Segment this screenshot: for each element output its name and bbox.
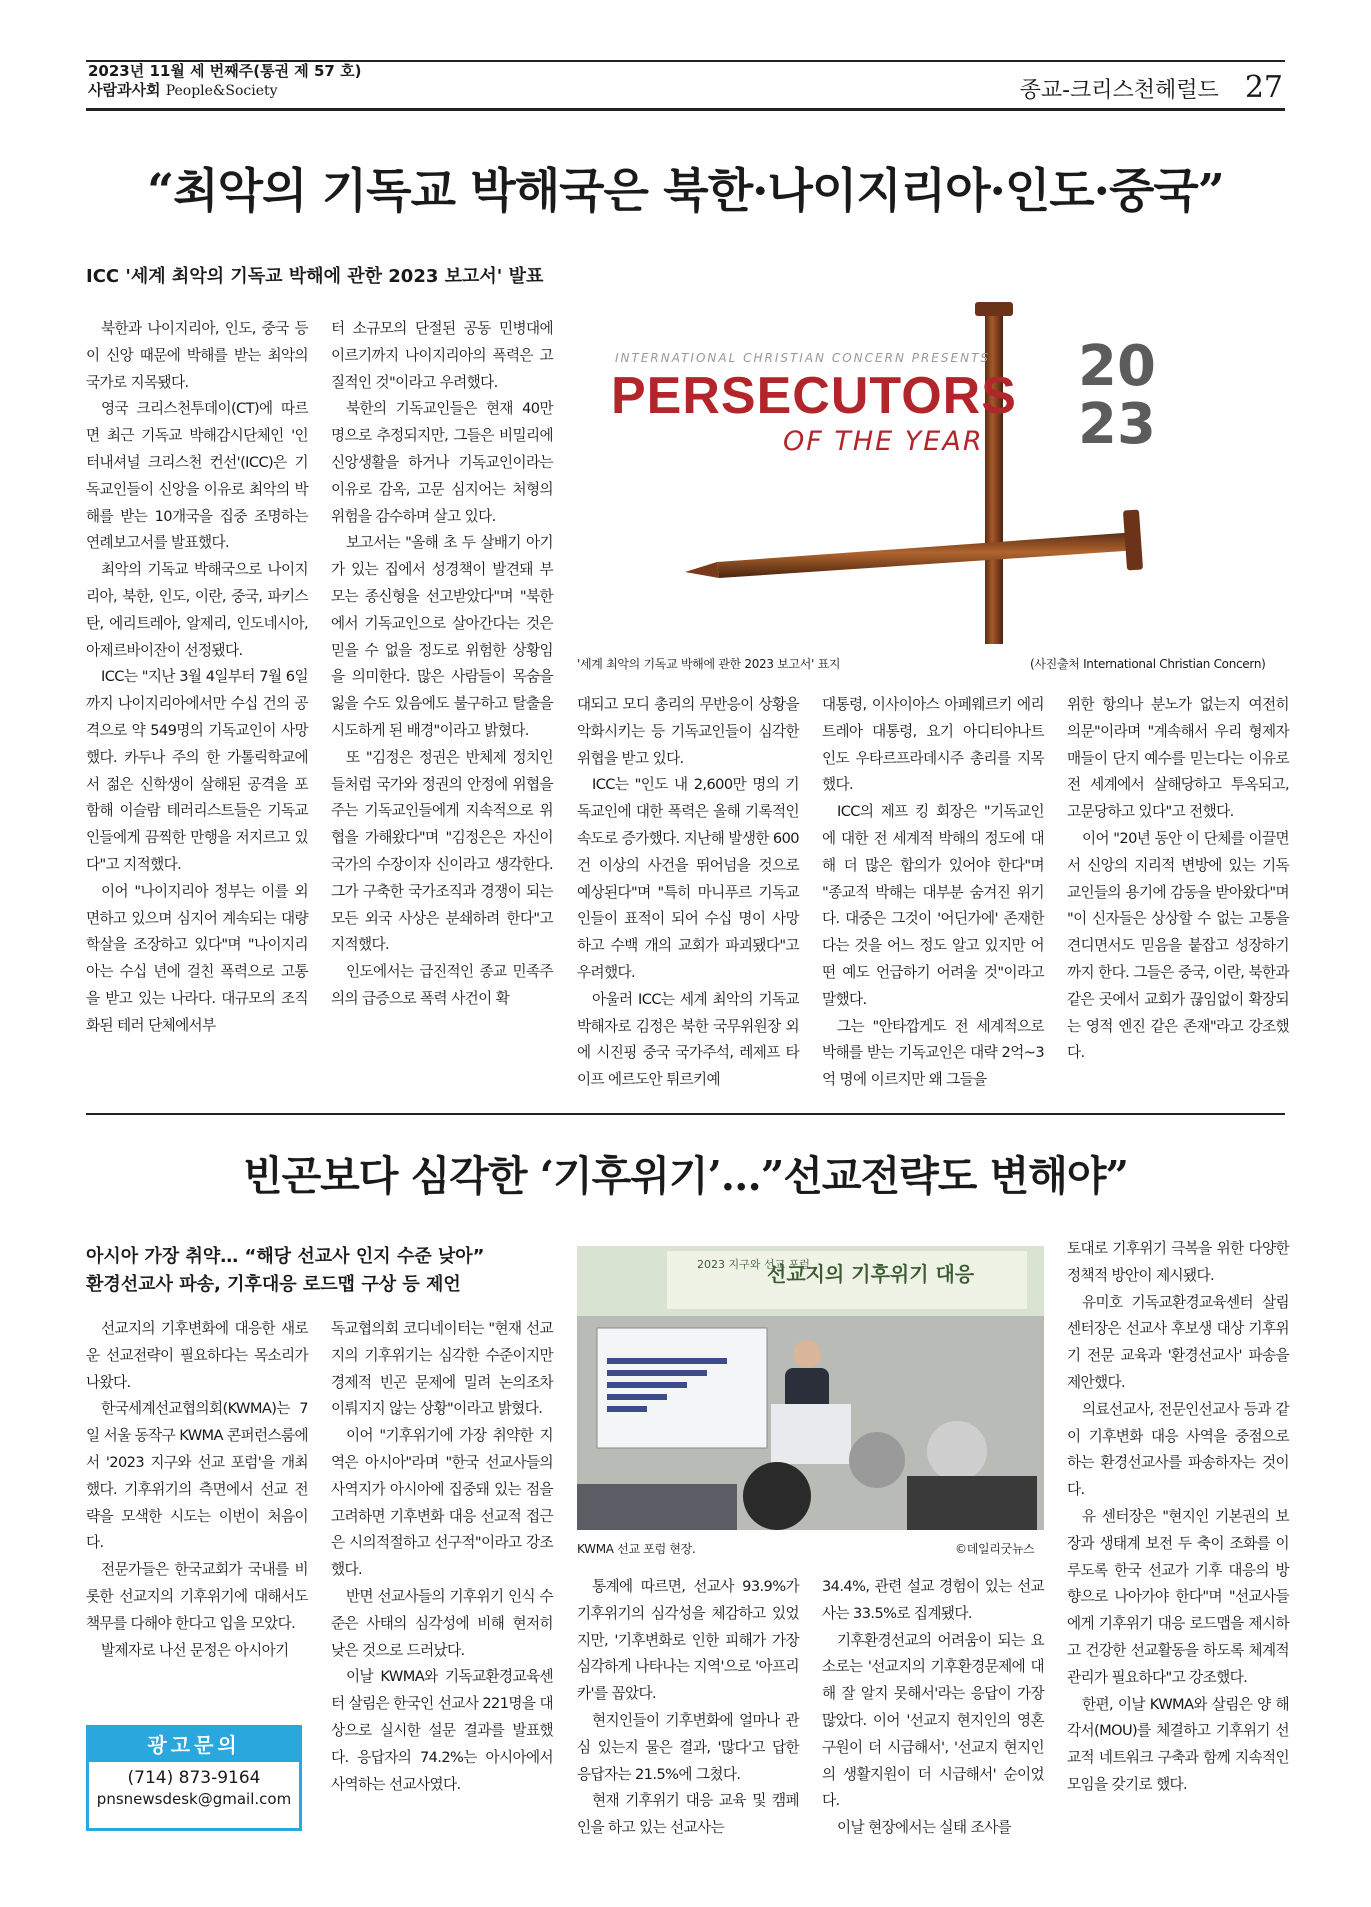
- paragraph: 유 센터장은 "현지인 기본권의 보장과 생태계 보전 두 축이 조화를 이루도록 한국 선교가 기후 대응의 방향으로 나아가야 한다"며 "선교사들에게 기후위기 대응 로드맵을 제시하고 건강한 선교활동을 하도록 체계적 관리가 필요하다"고 강조했다.: [1067, 1507, 1289, 1686]
- cover-top-line: INTERNATIONAL CHRISTIAN CONCERN PRESENTS: [615, 351, 991, 365]
- masthead-left: [88, 62, 361, 101]
- paragraph: 북한의 기독교인들은 현재 40만 명으로 추정되지만, 그들은 비밀리에 신앙생활을 하거나 기독교인이라는 이유로 감옥, 고문 심지어는 처형의 위험을 감수하며 살고 있다.: [331, 400, 553, 525]
- paragraph: 보고서는 "올해 초 두 살배기 아기가 있는 집에서 성경책이 발견돼 부모는 종신형을 선고받았다"며 "북한에서 기독교인으로 살아간다는 것은 믿을 수 없을 정도로 위험한 상황임을 의미한다. 많은 사람들이 목숨을 잃을 수도 있음에도 불구하고 탈출을 시도하게 된 배경"이라고 밝혔다.: [331, 534, 553, 739]
- paragraph: 발제자로 나선 문정은 아시아기: [101, 1641, 289, 1659]
- article2-photo-credit: ©데일리굿뉴스: [955, 1542, 1035, 1556]
- paragraph: ICC는 "인도 내 2,600만 명의 기독교인에 대한 폭력은 올해 기록적인 속도로 증가했다. 지난해 발생한 600건 이상의 사건을 뛰어넘을 것으로 예상된다"며 "특히 마니푸르 기독교인들이 표적이 되어 수십 명이 사망하고 수백 개의 교회가 파괴됐다"고 우려했다.: [577, 776, 799, 981]
- paragraph: 선교지의 기후변화에 대응한 새로운 선교전략이 필요하다는 목소리가 나왔다.: [86, 1320, 308, 1391]
- paragraph: 대되고 모디 총리의 무반응이 상황을 악화시키는 등 기독교인들이 심각한 위협을 받고 있다.: [577, 696, 799, 767]
- paragraph: 독교협의회 코디네이터는 "현재 선교지의 기후위기는 심각한 수준이지만 경제적 빈곤 문제에 밀려 논의조차 이뤄지지 않는 상황"이라고 밝혔다.: [331, 1320, 553, 1418]
- ad-box: [86, 1725, 302, 1831]
- paragraph: 현지인들이 기후변화에 얼마나 관심 있는지 물은 결과, '많다'고 답한 응답자는 21.5%에 그쳤다.: [577, 1711, 799, 1783]
- paragraph: 아울러 ICC는 세계 최악의 기독교 박해자로 김정은 북한 국무위원장 외에 시진핑 중국 국가주석, 레제프 타이프 에르도안 튀르키예: [577, 990, 799, 1089]
- article1-col1: [86, 316, 308, 1040]
- article2-caption: KWMA 선교 포럼 현장.: [577, 1542, 696, 1556]
- paragraph: 터 소규모의 단절된 공동 민병대에 이르기까지 나이지리아의 폭력은 고질적인 것"이라고 우려했다.: [331, 320, 553, 391]
- forum-scene-icon: [577, 1246, 1044, 1530]
- paragraph: 유미호 기독교환경교육센터 살림 센터장은 선교사 후보생 대상 기후위기 전문 교육과 '환경선교사' 파송을 제안했다.: [1067, 1293, 1289, 1391]
- paragraph: 의료선교사, 전문인선교사 등과 같이 기후변화 대응 사역을 중점으로 하는 환경선교사를 파송하자는 것이다.: [1067, 1400, 1289, 1499]
- cover-year: [1078, 334, 1156, 457]
- paragraph: 이날 KWMA와 기독교환경교육센터 살림은 한국인 선교사 221명을 대상으로 실시한 설문 결과를 발표했다. 응답자의 74.2%는 아시아에서 사역하는 선교사였다.: [331, 1668, 553, 1793]
- paper-name: 종교-크리스천헤럴드: [1019, 78, 1219, 103]
- paragraph: 토대로 기후위기 극복을 위한 다양한 정책적 방안이 제시됐다.: [1067, 1240, 1289, 1284]
- article1-col5: [1067, 692, 1289, 1067]
- banner-small: 2023 지구와 선교 포럼: [697, 1258, 810, 1271]
- ad-email[interactable]: pnsnewsdesk@gmail.com: [96, 1790, 292, 1808]
- paragraph: 위한 항의나 분노가 없는지 여전히 의문"이라며 "계속해서 우리 형제자매들이 단지 예수를 믿는다는 이유로 전 세계에서 살해당하고 투옥되고, 고문당하고 있다"고 전했다.: [1067, 696, 1289, 821]
- paragraph: 이어 "기후위기에 가장 취약한 지역은 아시아"라며 "한국 선교사들의 사역지가 아시아에 집중돼 있는 점을 고려하면 기후변화 대응 선교적 접근은 시의적절하고 선구적"이라고 강조했다.: [331, 1427, 553, 1579]
- paragraph: 대통령, 이사이아스 아페웨르키 에리트레아 대통령, 요기 아디티야나트 인도 우타르프라데시주 총리를 지목했다.: [822, 696, 1044, 794]
- paragraph: 현재 기후위기 대응 교육 및 캠페인을 하고 있는 선교사는: [577, 1792, 799, 1837]
- article1-caption: '세계 최악의 기독교 박해에 관한 2023 보고서' 표지: [577, 657, 841, 671]
- masthead-right: [1020, 70, 1283, 105]
- paragraph: 또 "김정은 정권은 반체제 정치인들처럼 국가와 정권의 안정에 위협을 주는 기독교인들에게 지속적으로 위협을 가해왔다"며 "김정은은 자신이 국가의 수장이자 신이라고 생각한다. 그가 구축한 국가조직과 경쟁이 되는 모든 외국 사상은 분쇄하려 한다"고 지적했다.: [331, 748, 553, 954]
- deck-line-2: 환경선교사 파송, 기후대응 로드맵 구상 등 제언: [86, 1274, 461, 1295]
- issue-info: 2023년 11월 세 번째주(통권 제 57 호): [88, 62, 362, 80]
- report-cover-image: [577, 300, 1288, 644]
- cover-subtitle: OF THE YEAR: [783, 426, 984, 457]
- section-en: People&Society: [165, 83, 278, 99]
- article2-col4: [822, 1574, 1044, 1842]
- cover-year-top: 20: [1078, 334, 1156, 399]
- article2-col3: [577, 1574, 799, 1842]
- paragraph: 한편, 이날 KWMA와 살림은 양 해각서(MOU)를 체결하고 기후위기 선교적 네트워크 구축과 함께 지속적인 모임을 갖기로 했다.: [1067, 1695, 1289, 1793]
- ad-phone[interactable]: (714) 873-9164: [127, 1768, 261, 1788]
- article1-col4: [822, 692, 1044, 1094]
- paragraph: 영국 크리스천투데이(CT)에 따르면 최근 기독교 박해감시단체인 '인터내셔널 크리스천 컨선'(ICC)은 기독교인들이 신앙을 이유로 최악의 박해를 받는 10개국을 집중 조명하는 연례보고서를 발표했다.: [86, 400, 308, 552]
- deck-line-1: 아시아 가장 취약… “해당 선교사 인지 수준 낮아”: [86, 1246, 485, 1267]
- paragraph: 한국세계선교협의회(KWMA)는 7일 서울 동작구 KWMA 콘퍼런스룸에서 '2023 지구와 선교 포럼'을 개최했다. 기후위기의 측면에서 선교 전략을 모색한 시도는 이번이 처음이다.: [86, 1400, 308, 1552]
- article2-col2: [331, 1316, 553, 1798]
- paragraph: 34.4%, 관련 설교 경험이 있는 선교사는 33.5%로 집계됐다.: [822, 1578, 1044, 1622]
- paragraph: 그는 "안타깝게도 전 세계적으로 박해를 받는 기독교인은 대략 2억~3억 명에 이르지만 왜 그들을: [822, 1017, 1044, 1089]
- paragraph: 이날 현장에서는 실태 조사를: [837, 1819, 1012, 1837]
- article2-col5: [1067, 1236, 1289, 1799]
- banner-title: 선교지의 기후위기 대응: [767, 1262, 975, 1286]
- section-ko: 사람과사회: [88, 81, 161, 99]
- article-divider: [86, 1113, 1285, 1115]
- page-number: 27: [1244, 70, 1283, 105]
- paragraph: ICC는 "지난 3월 4일부터 7월 6일까지 나이지리아에서만 수십 건의 공격으로 약 549명의 기독교인이 사망했다. 카두나 주의 한 가톨릭학교에서 젊은 신학생이 살해된 공격을 포함해 이슬람 테러리스트들은 기독교인들에게 끔찍한 만행을 저지르고 있다"고 지적했다.: [86, 668, 308, 873]
- article1-col2: [331, 316, 553, 1013]
- cover-year-bottom: 23: [1078, 392, 1156, 457]
- article1-col3: [577, 692, 799, 1094]
- paragraph: 북한과 나이지리아, 인도, 중국 등이 신앙 때문에 박해를 받는 최악의 국가로 지목됐다.: [86, 320, 308, 391]
- paragraph: 전문가들은 한국교회가 국내를 비롯한 선교지의 기후위기에 대해서도 책무를 다해야 한다고 입을 모았다.: [86, 1561, 308, 1632]
- cover-title: PERSECUTORS: [611, 367, 1017, 425]
- paragraph: 반면 선교사들의 기후위기 인식 수준은 사태의 심각성에 비해 현저히 낮은 것으로 드러났다.: [331, 1587, 553, 1659]
- article2-col1: [86, 1316, 308, 1664]
- paragraph: 이어 "나이지리아 정부는 이를 외면하고 있으며 심지어 계속되는 대량학살을 조장하고 있다"며 "나이지리아는 수십 년에 걸친 폭력으로 고통을 받고 있는 나라다. 대규모의 조직화된 테러 단체에서부: [86, 882, 308, 1034]
- article1-photo-credit: (사진출처 International Christian Concern): [1030, 657, 1266, 671]
- paragraph: 이어 "20년 동안 이 단체를 이끌면서 신앙의 지리적 변방에 있는 기독교인들의 용기에 감동을 받아왔다"며 "이 신자들은 상상할 수 없는 고통을 견디면서도 믿음을 붙잡고 성장하기까지 한다. 그들은 중국, 이란, 북한과 같은 곳에서 교회가 끊임없이 확장되는 영적 엔진 같은 존재"라고 강조했다.: [1067, 829, 1289, 1062]
- article1-headline: “최악의 기독교 박해국은 북한·나이지리아·인도·중국”: [147, 164, 1224, 219]
- article2-headline: 빈곤보다 심각한 ‘기후위기’…”선교전략도 변해야”: [242, 1152, 1129, 1200]
- forum-photo: [577, 1246, 1044, 1530]
- article1-deck: ICC '세계 최악의 기독교 박해에 관한 2023 보고서' 발표: [86, 266, 544, 287]
- section-label: [88, 81, 361, 101]
- paragraph: 통계에 따르면, 선교사 93.9%가 기후위기의 심각성을 체감하고 있었지만, '기후변화로 인한 피해가 가장 심각하게 나타나는 지역'으로 '아프리카'를 꼽았다.: [577, 1578, 799, 1703]
- paragraph: 인도에서는 급진적인 종교 민족주의의 급증으로 폭력 사건이 확: [331, 963, 553, 1007]
- ad-heading: 광고문의: [89, 1728, 299, 1762]
- top-rule: [86, 60, 1285, 62]
- paragraph: 최악의 기독교 박해국으로 나이지리아, 북한, 인도, 이란, 중국, 파키스탄, 에리트레아, 알제리, 인도네시아, 아제르바이잔이 선정됐다.: [86, 561, 308, 659]
- paragraph: ICC의 제프 킹 회장은 "기독교인에 대한 전 세계적 박해의 정도에 대해 더 많은 합의가 있어야 한다"며 "종교적 박해는 대부분 숨겨진 위기다. 대중은 그것이 '어딘가에' 존재한다는 것을 어느 정도 알고 있지만 어떤 예도 언급하기 어려울 것"이라고 말했다.: [822, 803, 1044, 1008]
- paragraph: 기후환경선교의 어려움이 되는 요소로는 '선교지의 기후환경문제에 대해 잘 알지 못해서'라는 응답이 가장 많았다. 이어 '선교지 현지인의 영혼 구원이 더 시급해서', '선교지 현지인의 생활지원이 더 시급해서' 순이었다.: [822, 1631, 1044, 1810]
- article2-deck: [86, 1243, 566, 1299]
- masthead-rule: [86, 108, 1285, 111]
